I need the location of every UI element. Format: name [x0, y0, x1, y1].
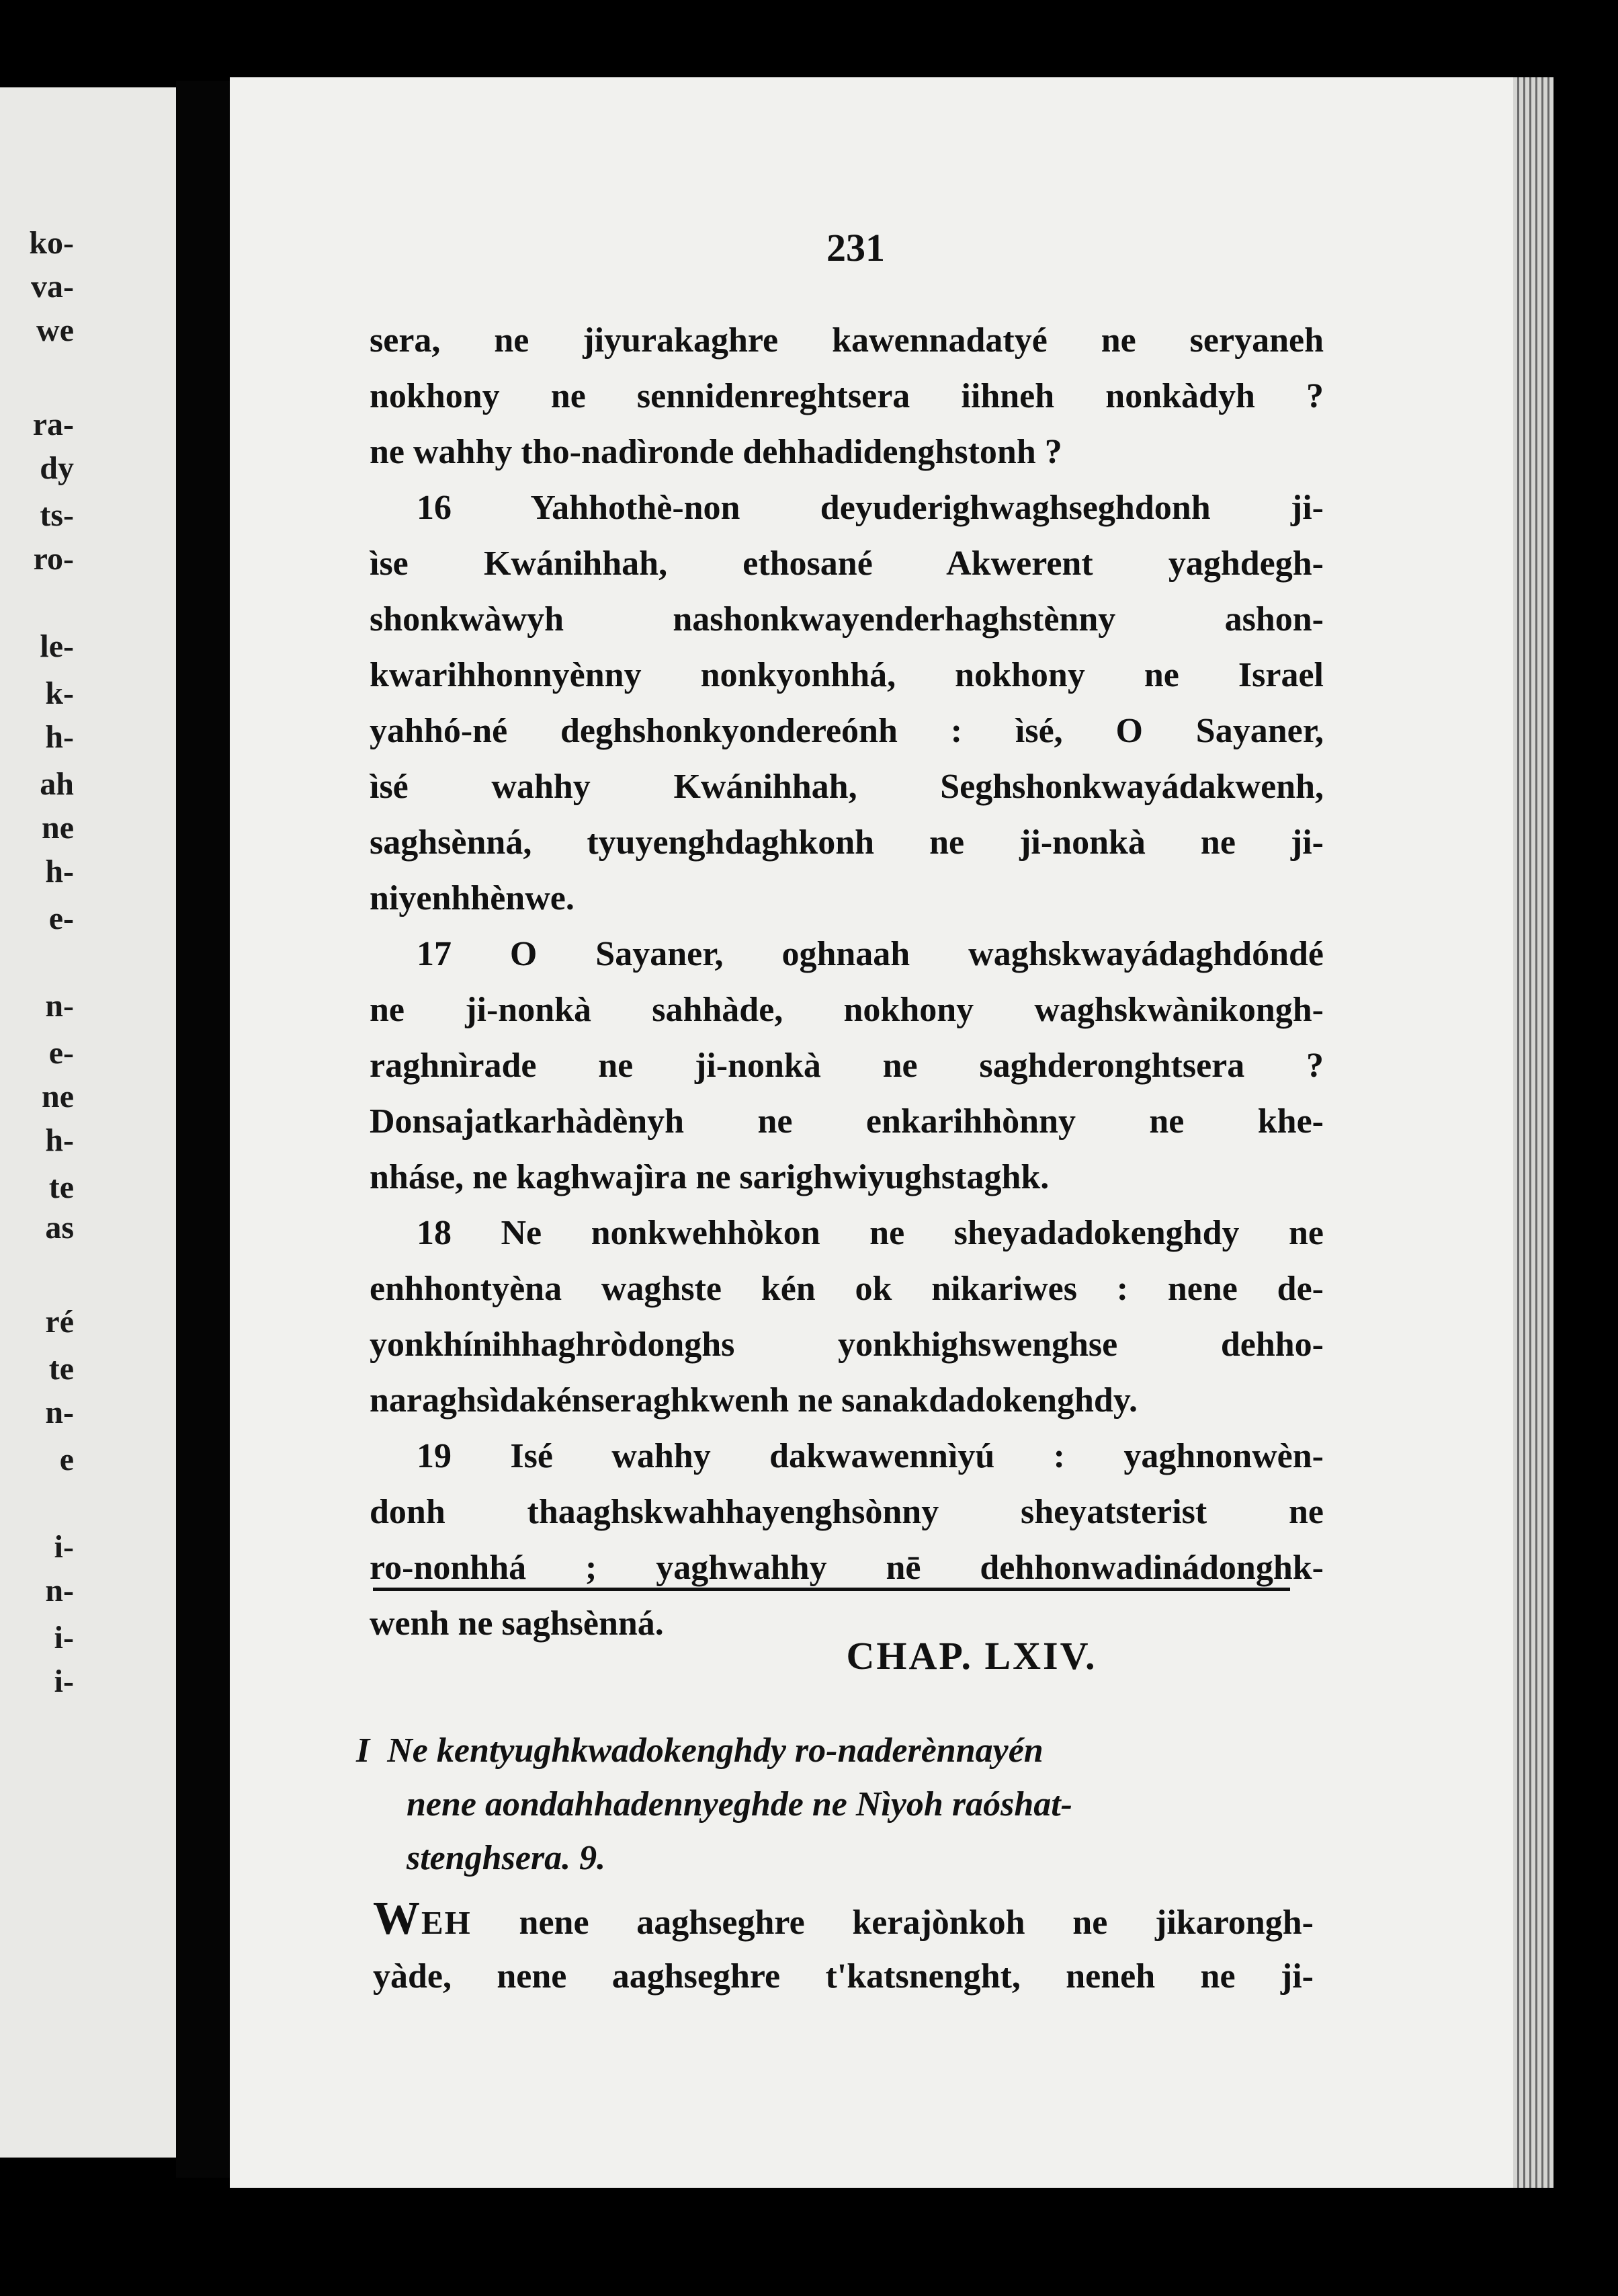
page-number: 231: [826, 226, 885, 270]
body-text-line: ne ji-nonkà sahhàde, nokhony waghskwànikongh-: [370, 991, 1324, 1029]
body-text: [370, 313, 1324, 1651]
chapter-heading: CHAP. LXIV.: [846, 1634, 1097, 1678]
body-text-line: saghsènná, tyuyenghdaghkonh ne ji-nonkà ne ji-: [370, 823, 1324, 862]
book-gutter: [176, 81, 230, 2178]
page-edge: [1513, 77, 1553, 2188]
summary-text-1: Ne kentyughkwadokenghdy ro-naderènnayén: [387, 1731, 1044, 1770]
left-page-text-fragment: n-: [45, 1573, 74, 1608]
body-text-line: enhhontyèna waghste kén ok nikariwes : nene de-: [370, 1270, 1324, 1308]
verse-1-text-1: nene aaghseghre kerajònkoh ne jikarongh-: [471, 1903, 1314, 1942]
left-page-fragment: [0, 87, 177, 2158]
body-text-line: ìsé wahhy Kwánihhah, Seghshonkwayádakwenh,: [370, 768, 1324, 806]
left-page-text-fragment: ko-: [29, 225, 74, 261]
summary-line-2: nene aondahhadennyeghde ne Nìyoh raóshat-: [407, 1785, 1072, 1823]
drop-cap: Weh: [373, 1893, 472, 1944]
left-page-text-fragment: e: [59, 1442, 74, 1477]
body-text-line: 17 O Sayaner, oghnaah waghskwayádaghdóndé: [417, 935, 1324, 973]
left-page-text-fragment: ts-: [40, 497, 74, 533]
verse-1-line-2: yàde, nene aaghseghre t'katsnenght, neneh ne ji-: [373, 1957, 1314, 1996]
summary-number: I: [356, 1731, 370, 1770]
body-text-line: yonkhínihhaghròdonghs yonkhighswenghse dehho-: [370, 1325, 1324, 1364]
body-text-line: wenh ne saghsènná.: [370, 1604, 664, 1643]
left-page-text-fragment: le-: [40, 628, 74, 664]
left-page-text-fragment: dy: [40, 450, 74, 486]
left-page-text-fragment: ra-: [32, 407, 74, 442]
left-page-text-fragment: we: [36, 313, 74, 348]
left-page-text-fragment: te: [48, 1351, 74, 1387]
section-divider: [373, 1588, 1290, 1591]
left-page-text-fragment: as: [45, 1210, 74, 1245]
body-text-line: kwarihhonnyènny nonkyonhhá, nokhony ne Israel: [370, 656, 1324, 694]
left-page-text-fragment: i-: [54, 1664, 74, 1699]
body-text-line: 18 Ne nonkwehhòkon ne sheyadadokenghdy ne: [417, 1214, 1324, 1252]
body-text-line: naraghsìdakénseraghkwenh ne sanakdadokenghdy.: [370, 1381, 1138, 1420]
left-page-text-fragment: e-: [48, 901, 74, 936]
body-text-line: 16 Yahhothè-non deyuderighwaghseghdonh ji-: [417, 489, 1324, 527]
chapter-summary: [356, 1724, 1310, 1885]
verse-1: [373, 1892, 1314, 2004]
left-page-text-fragment: ne: [42, 1079, 74, 1114]
body-text-line: niyenhhènwe.: [370, 879, 574, 917]
left-page-text-fragment: h-: [45, 719, 74, 755]
summary-line-3: stenghsera. 9.: [407, 1839, 606, 1877]
body-text-line: ne wahhy tho-nadìronde dehhadidenghstonh ?: [370, 433, 1062, 471]
left-page-text-fragment: te: [48, 1170, 74, 1205]
body-text-line: ro-nonhhá ; yaghwahhy nē dehhonwadinádonghk-: [370, 1549, 1324, 1587]
body-text-line: yahhó-né deghshonkyondereónh : ìsé, O Sayaner,: [370, 712, 1324, 750]
left-page-text-fragment: n-: [45, 1395, 74, 1430]
left-page-text-fragment: i-: [54, 1620, 74, 1655]
verse-1-line-1: [373, 1892, 1314, 1950]
body-text-line: sera, ne jiyurakaghre kawennadatyé ne seryaneh: [370, 321, 1324, 360]
left-page-text-fragment: h-: [45, 1122, 74, 1158]
body-text-line: raghnìrade ne ji-nonkà ne saghderonghtsera ?: [370, 1047, 1324, 1085]
left-page-text-fragment: ne: [42, 810, 74, 846]
body-text-line: nokhony ne sennidenreghtsera iihneh nonkàdyh ?: [370, 377, 1324, 415]
left-page-text-fragment: e-: [48, 1035, 74, 1071]
body-text-line: shonkwàwyh nashonkwayenderhaghstènny ashon-: [370, 600, 1324, 639]
left-page-text-fragment: h-: [45, 854, 74, 889]
left-page-text-fragment: ro-: [33, 541, 74, 577]
left-page-text-fragment: i-: [54, 1529, 74, 1565]
body-text-line: Donsajatkarhàdènyh ne enkarihhònny ne khe-: [370, 1102, 1324, 1141]
body-text-line: nháse, ne kaghwajìra ne sarighwiyughstaghk.: [370, 1158, 1050, 1196]
left-page-text-fragment: n-: [45, 988, 74, 1024]
body-text-line: donh thaaghskwahhayenghsònny sheyatsterist ne: [370, 1493, 1324, 1531]
body-text-line: ìse Kwánihhah, ethosané Akwerent yaghdegh-: [370, 544, 1324, 583]
left-page-text-fragment: k-: [45, 675, 74, 711]
left-page-text-fragment: va-: [31, 269, 74, 304]
body-text-line: 19 Isé wahhy dakwawennìyú : yaghnonwèn-: [417, 1437, 1324, 1475]
summary-line-1: [356, 1724, 1310, 1778]
left-page-text-fragment: ah: [40, 766, 74, 802]
left-page-text-fragment: ré: [45, 1304, 74, 1340]
